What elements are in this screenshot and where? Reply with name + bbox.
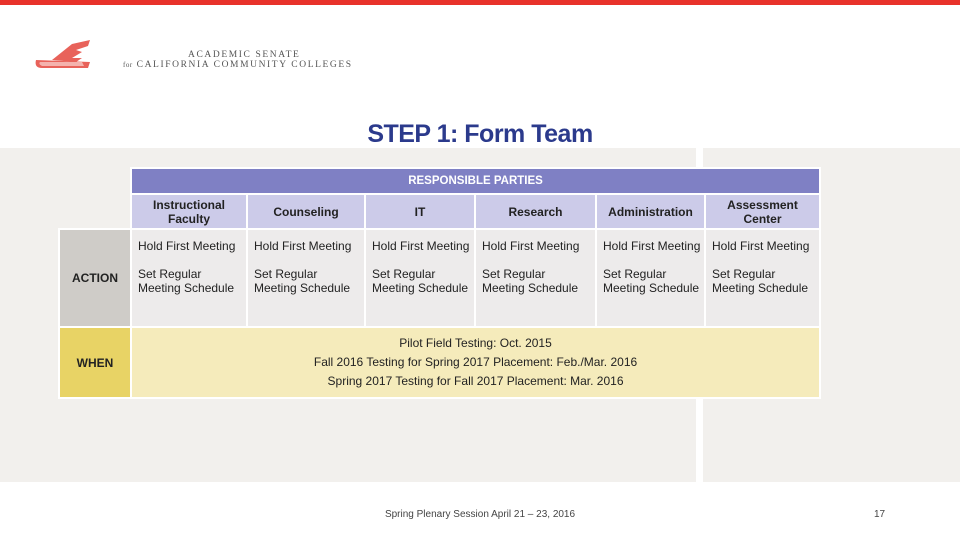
action-item: Meeting Schedule xyxy=(254,281,351,295)
when-item: Pilot Field Testing: Oct. 2015 xyxy=(399,336,552,350)
when-cell xyxy=(131,327,820,398)
action-item: Meeting Schedule xyxy=(482,281,579,295)
action-item: Meeting Schedule xyxy=(138,281,235,295)
column-header: IT xyxy=(365,194,475,229)
action-cell xyxy=(596,229,705,327)
row-label-when: WHEN xyxy=(59,327,131,398)
action-item: Set Regular xyxy=(254,267,318,281)
column-header: Administration xyxy=(596,194,705,229)
top-accent-bar xyxy=(0,0,960,5)
footer-text: Spring Plenary Session April 21 – 23, 2016 xyxy=(384,509,576,520)
org-name-line1: ACADEMIC SENATE xyxy=(188,50,301,60)
action-cell xyxy=(475,229,596,327)
when-item: Fall 2016 Testing for Spring 2017 Placement: Feb./Mar. 2016 xyxy=(313,355,638,369)
column-header: Assessment Center xyxy=(705,194,820,229)
action-cell xyxy=(705,229,820,327)
action-item: Meeting Schedule xyxy=(603,281,700,295)
action-item: Hold First Meeting xyxy=(254,239,352,253)
page-number: 17 xyxy=(874,509,886,520)
action-item: Hold First Meeting xyxy=(372,239,470,253)
org-name: CALIFORNIA COMMUNITY COLLEGES xyxy=(136,60,353,70)
action-item: Set Regular xyxy=(482,267,546,281)
action-item: Set Regular xyxy=(138,267,202,281)
action-cell xyxy=(247,229,365,327)
column-header: Instructional Faculty xyxy=(131,194,247,229)
action-cell xyxy=(365,229,475,327)
group-header: RESPONSIBLE PARTIES xyxy=(131,168,820,194)
action-item: Set Regular xyxy=(372,267,436,281)
row-label-action: ACTION xyxy=(59,229,131,327)
org-prefix: for xyxy=(123,61,133,69)
when-item: Spring 2017 Testing for Fall 2017 Placement: Mar. 2016 xyxy=(327,374,624,388)
action-item: Hold First Meeting xyxy=(712,239,810,253)
action-item: Hold First Meeting xyxy=(482,239,580,253)
column-header: Counseling xyxy=(247,194,365,229)
action-item: Meeting Schedule xyxy=(712,281,809,295)
logo-icon xyxy=(32,38,94,72)
action-item: Hold First Meeting xyxy=(603,239,701,253)
action-item: Set Regular xyxy=(712,267,776,281)
action-item: Meeting Schedule xyxy=(372,281,469,295)
action-item: Set Regular xyxy=(603,267,667,281)
responsibility-table xyxy=(58,167,821,399)
slide-title: STEP 1: Form Team xyxy=(367,120,593,148)
action-item: Hold First Meeting xyxy=(138,239,236,253)
action-cell xyxy=(131,229,247,327)
column-header: Research xyxy=(475,194,596,229)
org-name-line2 xyxy=(123,60,353,70)
